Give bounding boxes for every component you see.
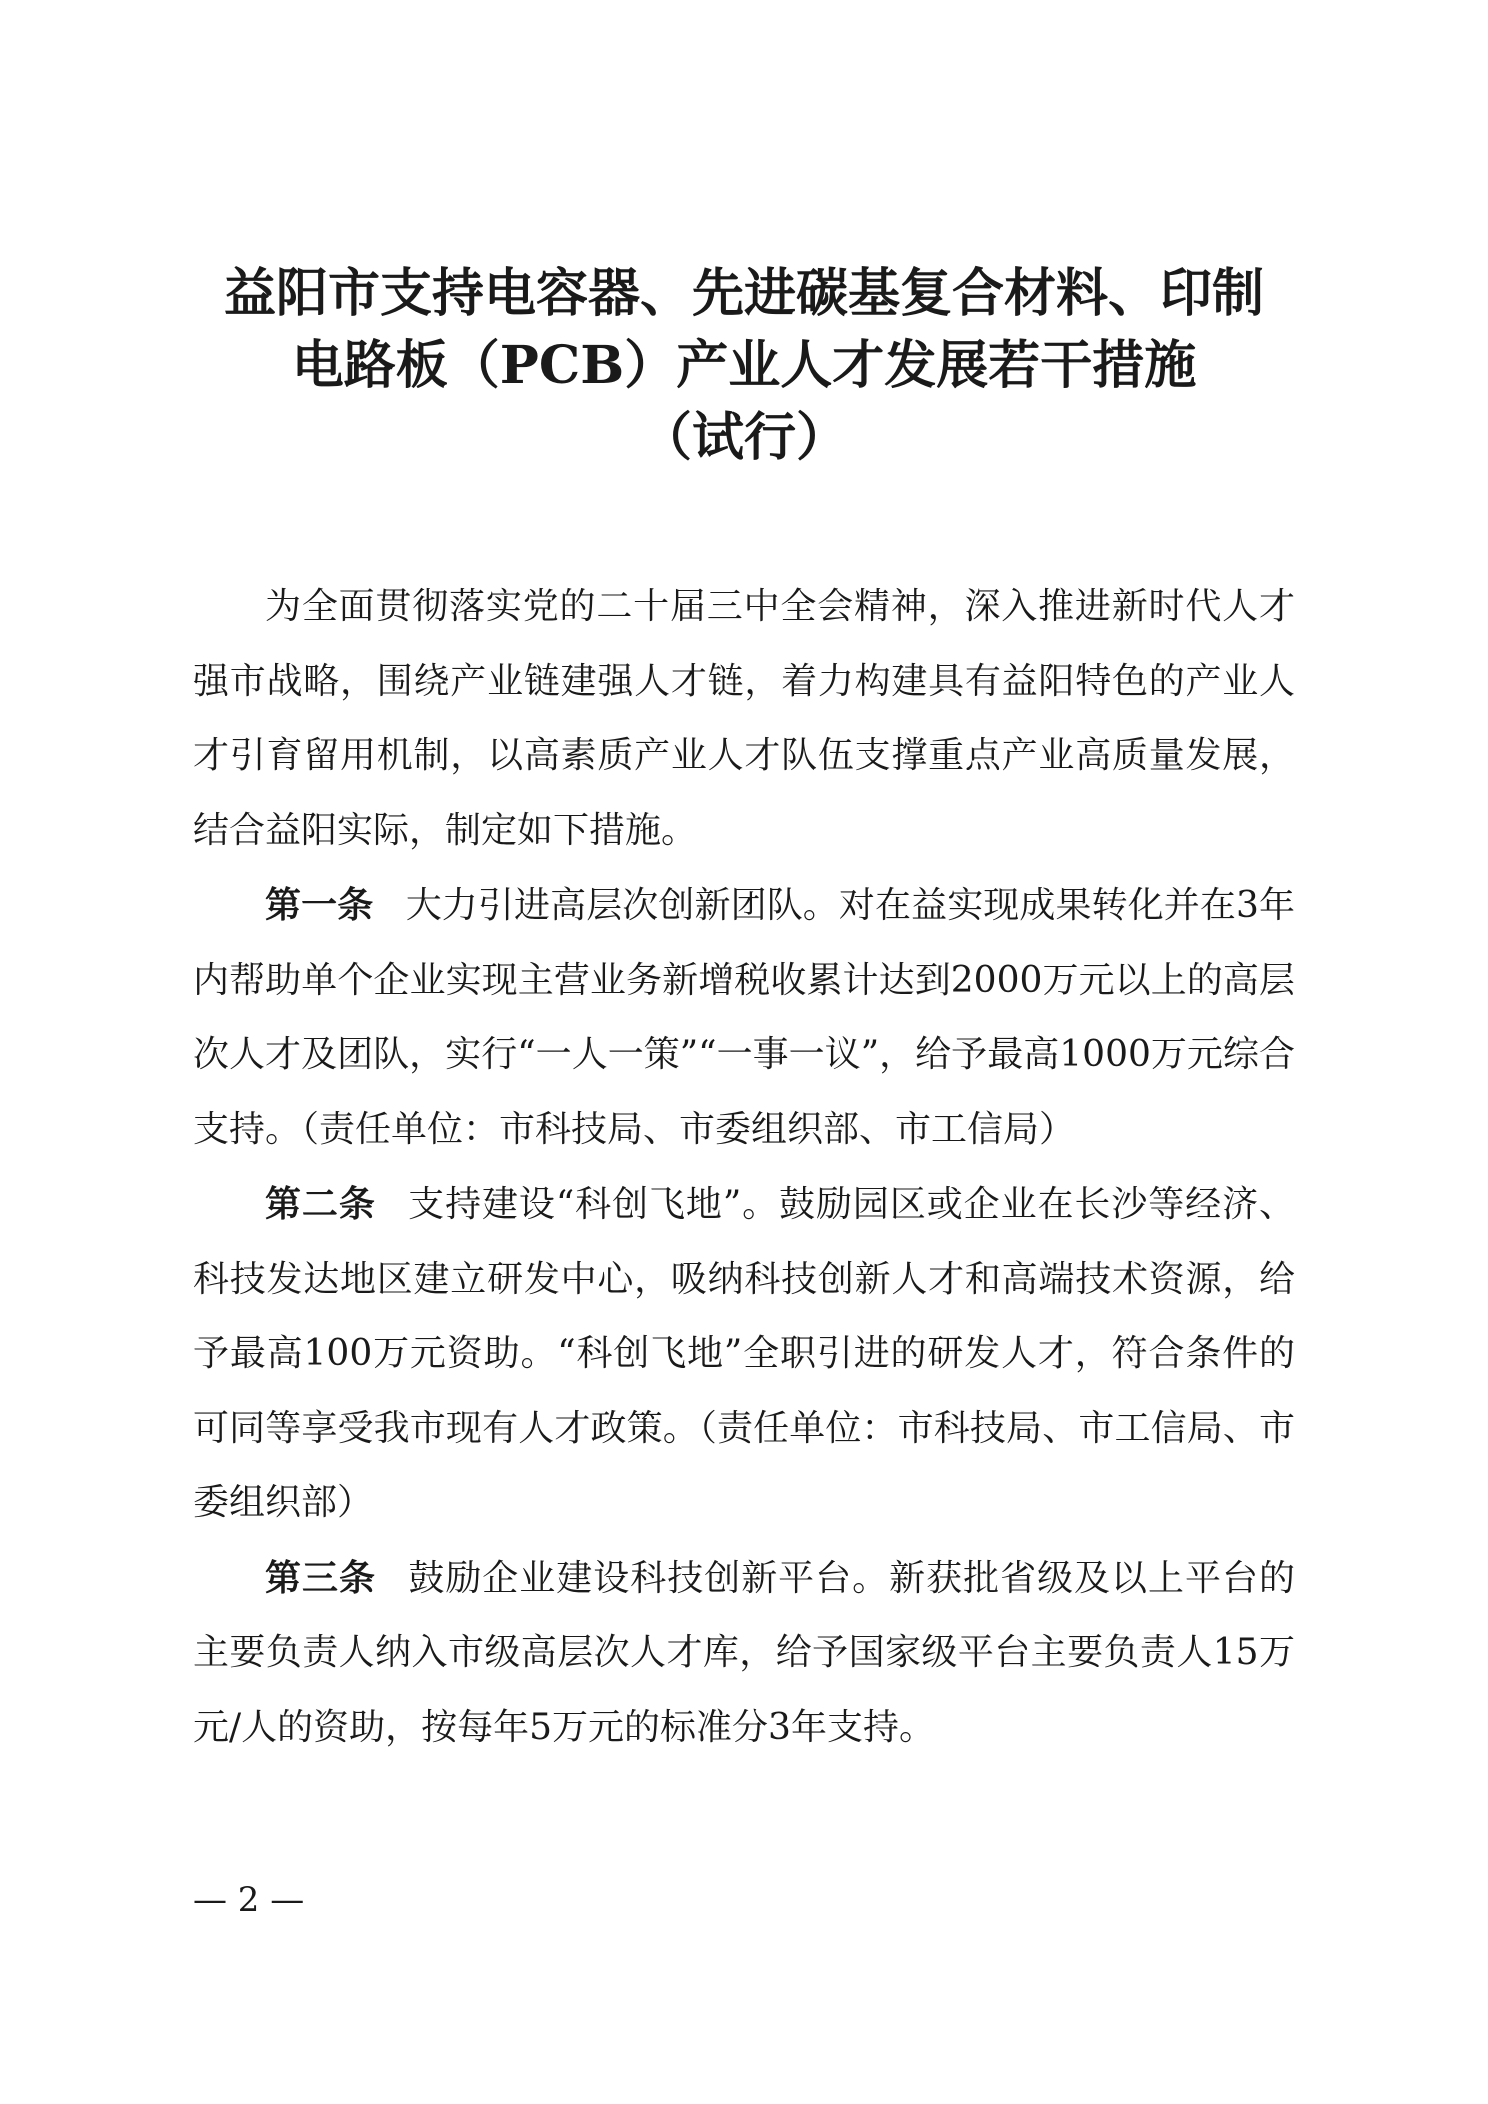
title-line-2: 电路板（PCB）产业人才发展若干措施 xyxy=(291,335,1197,396)
document-body xyxy=(193,570,1295,1765)
article-3-text: 鼓励企业建设科技创新平台。新获批省级及以上平台的主要负责人纳入市级高层次人才库，给予国家级平台主要负责人15万元/人的资助，按每年5万元的标准分3年支持。 xyxy=(193,1557,1295,1748)
article-3-number: 第三条 xyxy=(265,1556,376,1599)
title-line-3: （试行） xyxy=(639,407,848,468)
title-line-1: 益阳市支持电容器、先进碳基复合材料、印制 xyxy=(223,263,1264,324)
intro-paragraph: 为全面贯彻落实党的二十届三中全会精神，深入推进新时代人才强市战略，围绕产业链建强人才链，着力构建具有益阳特色的产业人才引育留用机制，以高素质产业人才队伍支撑重点产业高质量发展，结合益阳实际，制定如下措施。 xyxy=(193,586,1295,851)
article-2-text: 支持建设“科创飞地”。鼓励园区或企业在长沙等经济、科技发达地区建立研发中心，吸纳科技创新人才和高端技术资源，给予最高100万元资助。“科创飞地”全职引进的研发人才，符合条件的可同等享受我市现有人才政策。（责任单位：市科技局、市工信局、市委组织部） xyxy=(193,1184,1295,1523)
article-2-number: 第二条 xyxy=(265,1183,376,1225)
document-title xyxy=(150,258,1338,474)
article-1-text: 大力引进高层次创新团队。对在益实现成果转化并在3年内帮助单个企业实现主营业务新增税收累计达到2000万元以上的高层次人才及团队，实行“一人一策”“一事一议”，给予最高1000万元综合支持。（责任单位：市科技局、市委组织部、市工信局） xyxy=(193,885,1295,1150)
article-3 xyxy=(193,1541,1295,1766)
article-1-number: 第一条 xyxy=(265,884,374,926)
article-2 xyxy=(193,1167,1295,1541)
page-number: — 2 — xyxy=(193,1880,305,1920)
article-1 xyxy=(193,868,1295,1167)
